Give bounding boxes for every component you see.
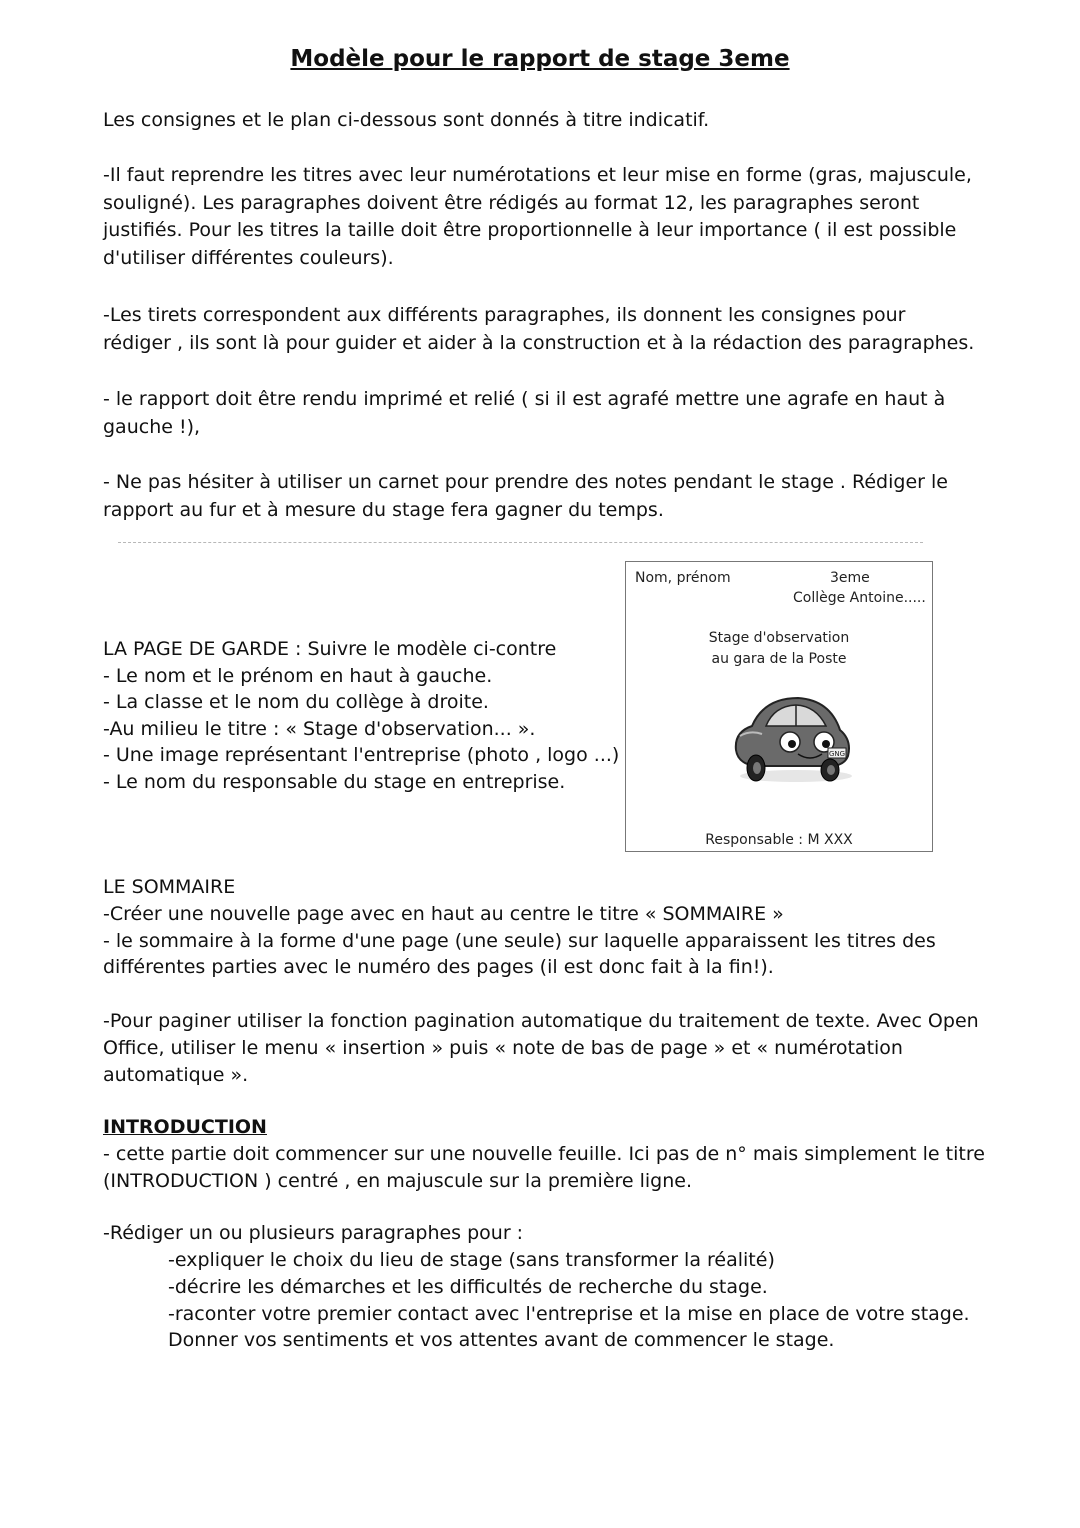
paragraph-line: -Les tirets correspondent aux différents paragraphes, ils donnent les consignes pour — [103, 304, 906, 326]
instruction-line: - La classe et le nom du collège à droite. — [103, 691, 489, 714]
paragraph-line: souligné). Les paragraphes doivent être rédigés au format 12, les paragraphes seront — [103, 191, 920, 214]
instruction-line: - Le nom et le prénom en haut à gauche. — [103, 664, 493, 687]
paragraph-line: - le rapport doit être rendu imprimé et relié ( si il est agrafé mettre une agrafe en haut à — [103, 388, 946, 410]
instruction-line: - Le nom du responsable du stage en entreprise. — [103, 770, 566, 793]
introduction-section — [103, 1114, 985, 1194]
list-item: -expliquer le choix du lieu de stage (sans transformer la réalité) — [168, 1249, 775, 1271]
paragraph-line: -Créer une nouvelle page avec en haut au centre le titre « SOMMAIRE » — [103, 902, 784, 925]
section-heading-sommaire: LE SOMMAIRE — [103, 876, 236, 898]
pagination-paragraph — [103, 1008, 979, 1088]
sommaire-section — [103, 874, 936, 981]
list-item: Donner vos sentiments et vos attentes avant de commencer le stage. — [168, 1329, 835, 1352]
rule-carnet-paragraph — [103, 469, 948, 524]
page-title: Modèle pour le rapport de stage 3eme — [290, 46, 790, 72]
cover-stage-title — [626, 628, 932, 669]
cover-name-label: Nom, prénom — [635, 570, 731, 586]
list-item: -décrire les démarches et les difficultés de recherche du stage. — [168, 1275, 768, 1298]
cover-responsable: Responsable : M XXX — [705, 832, 853, 848]
cover-stage-line: au gara de la Poste — [711, 650, 847, 667]
cover-stage-line: Stage d'observation — [708, 630, 850, 646]
car-plate-text: GNG — [828, 750, 846, 758]
paragraph-line: rédiger , ils sont là pour guider et aider à la construction et à la rédaction des paragraphes. — [103, 331, 975, 354]
section-heading-introduction: INTRODUCTION — [103, 1116, 267, 1138]
paragraph-line: (INTRODUCTION ) centré , en majuscule sur la première ligne. — [103, 1169, 693, 1192]
paragraph-line: rapport au fur et à mesure du stage fera gagner du temps. — [103, 498, 664, 521]
paragraph-line: automatique ». — [103, 1063, 249, 1086]
rule-titres-paragraph — [103, 162, 972, 272]
rule-rapport-paragraph — [103, 386, 945, 441]
dashed-separator — [118, 542, 923, 543]
paragraph-line: différentes parties avec le numéro des pages (il est donc fait à la fin!). — [103, 956, 774, 979]
list-item: -raconter votre premier contact avec l'entreprise et la mise en place de votre stage. — [168, 1302, 970, 1325]
paragraph-line: justifiés. Pour les titres la taille doit être proportionnelle à leur importance ( il est possible — [103, 219, 957, 241]
rule-tirets-paragraph — [103, 302, 974, 357]
instruction-line: -Au milieu le titre : « Stage d'observation... ». — [103, 717, 536, 740]
paragraph-line: - Ne pas hésiter à utiliser un carnet pour prendre des notes pendant le stage . Rédiger le — [103, 471, 948, 493]
intro-text: Les consignes et le plan ci-dessous sont donnés à titre indicatif. — [103, 109, 710, 131]
paragraph-line: -Pour paginer utiliser la fonction pagination automatique du traitement de texte. Avec Open — [103, 1010, 979, 1032]
rediger-items-list — [168, 1247, 970, 1354]
rediger-intro: -Rédiger un ou plusieurs paragraphes pour : — [103, 1222, 524, 1244]
instruction-line: - Une image représentant l'entreprise (photo , logo ...) — [103, 744, 620, 767]
paragraph-line: - cette partie doit commencer sur une nouvelle feuille. Ici pas de n° mais simplement le titre — [103, 1142, 985, 1165]
paragraph-line: -Il faut reprendre les titres avec leur numérotations et leur mise en forme (gras, majuscule, — [103, 164, 972, 186]
page-de-garde-instructions — [103, 636, 619, 796]
car-logo-image — [726, 690, 858, 786]
paragraph-line: d'utiliser différentes couleurs). — [103, 246, 394, 269]
paragraph-line: Office, utiliser le menu « insertion » puis « note de bas de page » et « numérotation — [103, 1036, 903, 1059]
paragraph-line: gauche !), — [103, 415, 201, 438]
paragraph-line: - le sommaire à la forme d'une page (une seule) sur laquelle apparaissent les titres des — [103, 929, 936, 952]
cover-page-model — [625, 561, 933, 852]
cover-class-label: 3eme — [830, 570, 870, 586]
cover-college-label: Collège Antoine..... — [793, 590, 926, 606]
section-heading-page-de-garde: LA PAGE DE GARDE : Suivre le modèle ci-contre — [103, 638, 557, 660]
